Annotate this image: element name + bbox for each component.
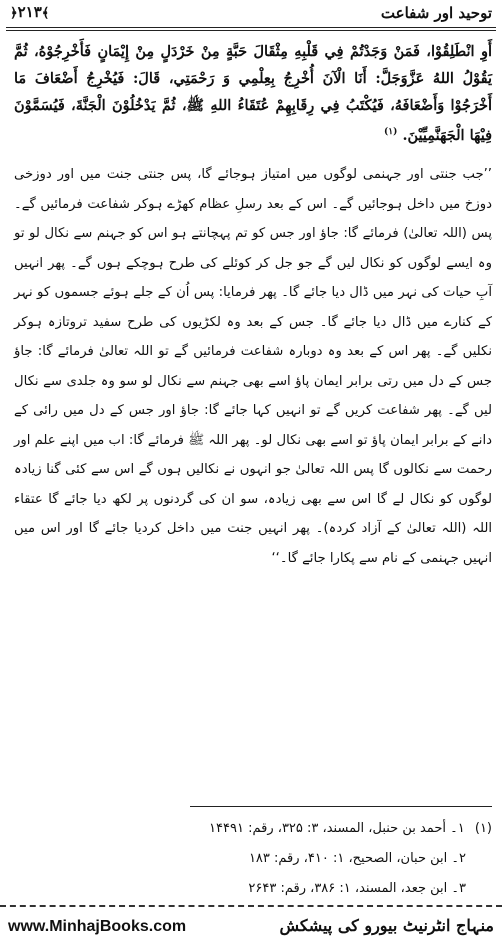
footnote-text: ۲۔ ابن حبان، الصحیح، ۱: ۴۱۰، رقم: ۱۸۳ — [248, 851, 466, 866]
footer-divider — [0, 905, 502, 907]
page-footer — [0, 912, 502, 946]
footer-website-link[interactable]: www.MinhajBooks.com — [8, 918, 187, 935]
ornament-right: ﴾ — [41, 6, 50, 21]
page-number-badge — [10, 3, 49, 21]
urdu-translation: ’’جب جنتی اور جہنمی لوگوں میں امتیاز ہوجائے گا، پس جنتی جنت میں اور دوزخی دوزخ میں داخل ہوجائیں گے۔ اس کے بعد رسلِ عظام کھڑے ہوکر شفاعت فرمائیں گے۔ پس (اللہ تعالیٰ) فرمائے گا: جاؤ اور جس کو تم پہچانتے ہو اس کو جہنم سے نکال لو تو وہ ایسے لوگوں کو نکال لیں گے جو جل کر کوئلے کی طرح ہوچکے ہوں گے۔ پھر انہیں آبِ حیات کی نہر میں ڈال دیا جائے گا۔ پھر فرمایا: پس اُن کے جلے ہوئے جسموں کو نہر کے کنارے میں ڈال دیا جائے گا۔ جس کے بعد وہ لکڑیوں کی طرح سفید تروتازہ ہوکر نکلیں گے۔ پھر اس کے بعد وہ دوبارہ شفاعت فرمائیں گے تو اللہ تعالیٰ فرمائے گا: جاؤ جس کے دل میں رتی برابر ایمان پاؤ اسے بھی جہنم سے نکال لو سو وہ جلدی سے نکال لیں گے۔ پھر شفاعت کریں گے تو انہیں کہا جائے گا: جاؤ اور جس کے دل میں رائی کے دانے کے برابر ایمان پاؤ تو اسے بھی نکال لو۔ پھر اللہ ﷺ فرمائے گا: اب میں اپنے علم اور رحمت سے نکالوں گا پس اللہ تعالیٰ جو انہوں نے نکالیں ہوں گے اس سے کئی گنا زیادہ لوگوں کو نکال لے گا اس سے بھی زیادہ، سو ان کی گردنوں پر لکھ دیا جائے گا عتقاء اللہ (اللہ تعالیٰ کے آزاد کردہ)۔ پھر انہیں جنت میں داخل کردیا جائے گا اور اس میں انہیں جہنمی کے نام سے پکارا جائے گا۔‘‘ — [14, 167, 492, 566]
header-divider-thin — [6, 30, 496, 31]
footnote-marker: (۱) — [474, 821, 492, 836]
footnote-text: ۳۔ ابن جعد، المسند، ۱: ۳۸۶، رقم: ۲۶۴۳ — [248, 881, 466, 896]
footnote-item — [14, 874, 492, 904]
arabic-footnote-marker: (۱) — [384, 127, 398, 137]
arabic-hadith-text — [14, 38, 492, 149]
header-divider — [6, 27, 496, 28]
footnote-divider — [190, 806, 492, 807]
arabic-text-body: أَوِ انْطَلِقُوْا، فَمَنْ وَجَدْتُمْ فِي قَلْبِهِ مِثْقَالَ حَبَّةٍ مِنْ خَرْدَلٍ مِنْ إِيْمَانٍ فَأَخْرِجُوْهُ، ثُمَّ يَقُوْلُ اللهُ عَزَّوَجَلَّ: أَنَا الْآنَ أُخْرِجُ بِعِلْمِي وَ رَحْمَتِي، قَالَ: فَيُخْرِجُ أَضْعَافَ مَا أَخْرَجُوْا وَأَضْعَافَهُ، فَيُكْتَبُ فِي رِقَابِهِمْ عُتَقَاءُ اللهِ ﷺ، ثُمَّ يَدْخُلُوْنَ الْجَنَّةَ، فَيُسَمَّوْنَ فِيْهَا الْجَهَنَّمِيِّيْنَ. — [14, 43, 492, 144]
page-number: ۲۱۳ — [17, 3, 42, 21]
footnotes-section — [14, 814, 492, 904]
page-header — [0, 0, 502, 32]
footer-publisher: منہاج انٹرنیٹ بیورو کی پیشکش — [279, 916, 494, 935]
ornament-left: ﴿ — [10, 6, 18, 21]
footnote-item — [14, 814, 492, 844]
footnote-item — [14, 844, 492, 874]
footnote-text: ۱۔ أحمد بن حنبل، المسند، ۳: ۳۲۵، رقم: ۱۴۴۹۱ — [209, 821, 465, 836]
running-title: توحيد اور شفاعت — [380, 4, 492, 22]
